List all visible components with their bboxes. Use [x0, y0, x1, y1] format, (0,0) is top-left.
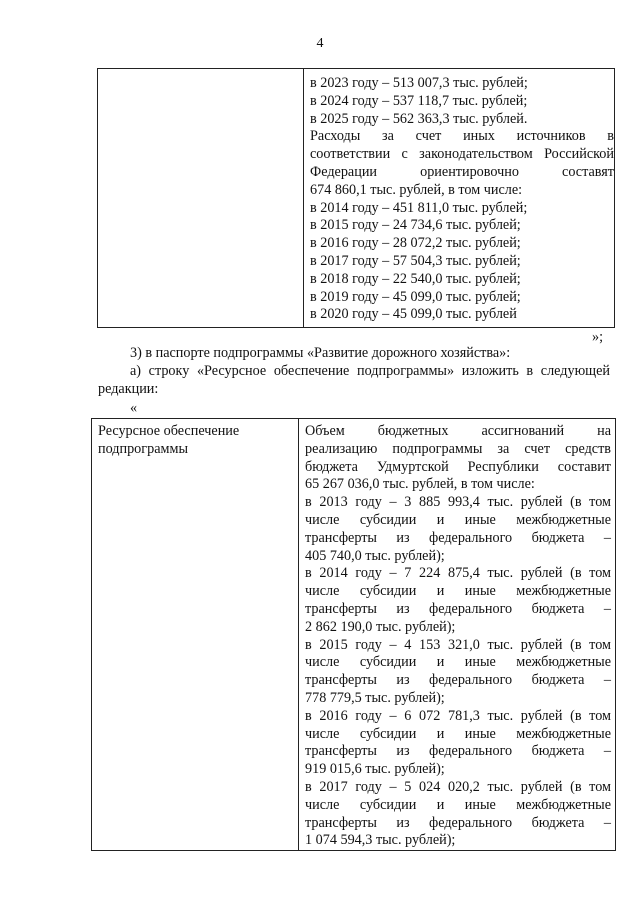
table2-line: трансферты из федерального бюджета – [305, 529, 611, 546]
table1-value-cell [304, 69, 615, 328]
table1-line: в 2016 году – 28 072,2 тыс. рублей; [310, 235, 521, 252]
table1-line: в 2019 году – 45 099,0 тыс. рублей; [310, 288, 521, 305]
resources-value-cell [299, 419, 616, 851]
table1-line: в 2024 году – 537 118,7 тыс. рублей; [310, 92, 528, 109]
resources-label: Ресурсное обеспечение подпрограммы [98, 423, 240, 457]
table2-line: 65 267 036,0 тыс. рублей, в том числе: [305, 476, 535, 493]
table2-line: числе субсидии и иные межбюджетные [305, 511, 611, 528]
table2-line: реализацию подпрограммы за счет средств [305, 440, 611, 457]
paragraph-subitem-a: а) строку «Ресурсное обеспечение подпрограммы» изложить в следующей [130, 363, 610, 379]
table2-line: 1 074 594,3 тыс. рублей); [305, 832, 456, 849]
subprogram-resources-table [91, 418, 616, 851]
table2-line: трансферты из федерального бюджета – [305, 814, 611, 831]
table2-line: в 2017 году – 5 024 020,2 тыс. рублей (в том [305, 778, 611, 795]
table1-line: в 2014 году – 451 811,0 тыс. рублей; [310, 199, 528, 216]
table2-line: 919 015,6 тыс. рублей); [305, 761, 445, 778]
table1-line: 674 860,1 тыс. рублей, в том числе: [310, 181, 523, 198]
table1-label-cell [98, 69, 304, 328]
table2-line: в 2016 году – 6 072 781,3 тыс. рублей (в том [305, 707, 611, 724]
table1-line: Расходы за счет иных источников в [310, 128, 614, 145]
opening-quote: « [130, 400, 138, 416]
paragraph-item-3: 3) в паспорте подпрограммы «Развитие дорожного хозяйства»: [130, 345, 511, 361]
table1-line: в 2018 году – 22 540,0 тыс. рублей; [310, 270, 521, 287]
table2-line: числе субсидии и иные межбюджетные [305, 583, 611, 600]
table2-line: трансферты из федерального бюджета – [305, 600, 611, 617]
resources-label-cell [92, 419, 299, 851]
table1-line: в 2015 году – 24 734,6 тыс. рублей; [310, 217, 521, 234]
table1-line: в 2017 году – 57 504,3 тыс. рублей; [310, 252, 521, 269]
table2-line: бюджета Удмуртской Республики составит [305, 458, 611, 475]
closing-quote: »; [592, 329, 604, 345]
table1-line: Федерации ориентировочно составят [310, 163, 614, 180]
table1-line: в 2025 году – 562 363,3 тыс. рублей. [310, 110, 528, 127]
table2-line: числе субсидии и иные межбюджетные [305, 725, 611, 742]
table2-line: числе субсидии и иные межбюджетные [305, 796, 611, 813]
table2-line: 778 779,5 тыс. рублей); [305, 689, 445, 706]
page-number: 4 [316, 36, 324, 51]
paragraph-continuation: редакции: [98, 381, 159, 397]
table1-line: в 2020 году – 45 099,0 тыс. рублей [310, 306, 517, 323]
table2-line: в 2013 году – 3 885 993,4 тыс. рублей (в том [305, 494, 611, 511]
table2-line: трансферты из федерального бюджета – [305, 672, 611, 689]
table1-line: в 2023 году – 513 007,3 тыс. рублей; [310, 75, 528, 91]
table2-line: в 2014 году – 7 224 875,4 тыс. рублей (в том [305, 565, 611, 582]
table2-line: числе субсидии и иные межбюджетные [305, 654, 611, 671]
table2-line: 405 740,0 тыс. рублей); [305, 547, 445, 564]
table1-line: соответствии с законодательством Российской [310, 146, 614, 163]
table2-line: трансферты из федерального бюджета – [305, 743, 611, 760]
resources-table-continuation [97, 68, 615, 328]
table2-line: Объем бюджетных ассигнований на [305, 423, 611, 439]
table2-line: в 2015 году – 4 153 321,0 тыс. рублей (в том [305, 636, 611, 653]
table2-line: 2 862 190,0 тыс. рублей); [305, 618, 456, 635]
